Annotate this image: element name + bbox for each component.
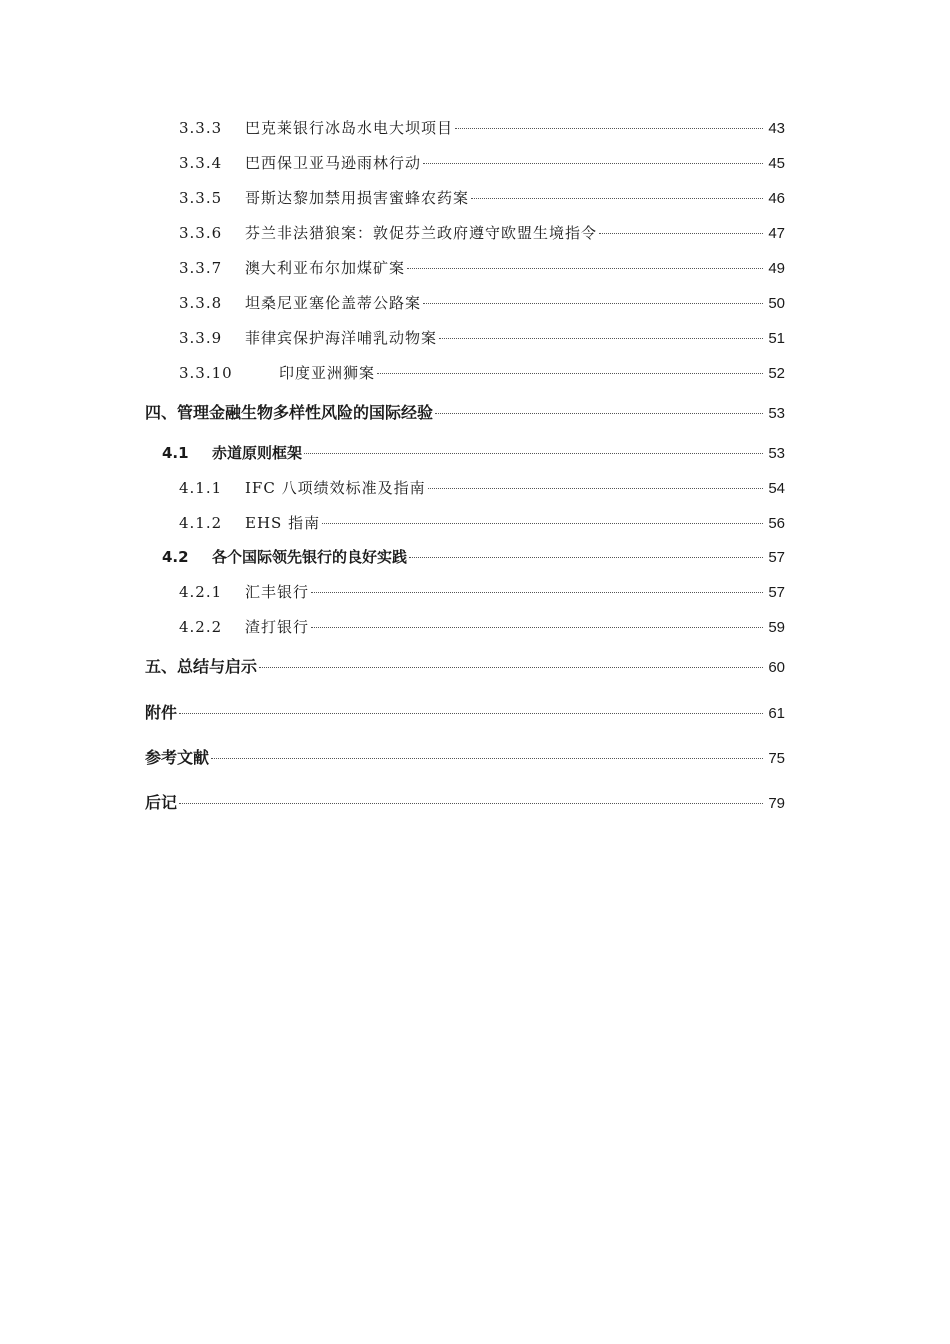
toc-page-number: 57 <box>768 549 785 566</box>
toc-title: 附件 <box>145 703 178 722</box>
toc-page-number: 43 <box>768 120 785 137</box>
toc-page-number: 57 <box>768 584 785 601</box>
toc-leader <box>179 803 763 804</box>
toc-chapter-entry[interactable] <box>145 791 785 815</box>
toc-title: 渣打银行 <box>245 618 310 636</box>
toc-title: IFC 八项绩效标准及指南 <box>245 479 426 497</box>
toc-title: 五、总结与启示 <box>145 657 258 676</box>
toc-chapter-entry[interactable] <box>145 701 785 725</box>
toc-page-number: 45 <box>768 155 785 172</box>
toc-leader <box>377 373 763 374</box>
toc-title: 巴克莱银行冰岛水电大坝项目 <box>245 119 454 137</box>
toc-page-number: 51 <box>768 330 785 347</box>
toc-leader <box>409 557 763 558</box>
toc-number: 3.3.5 <box>179 189 223 207</box>
toc-entry[interactable] <box>179 476 785 500</box>
toc-chapter-entry[interactable] <box>145 746 785 770</box>
toc-page-number: 59 <box>768 619 785 636</box>
toc-leader <box>471 198 763 199</box>
toc-number: 3.3.6 <box>179 224 223 242</box>
toc-number: 3.3.7 <box>179 259 223 277</box>
toc-entry[interactable] <box>179 361 785 385</box>
toc-title: 参考文献 <box>145 748 210 767</box>
toc-title: EHS 指南 <box>245 514 321 532</box>
toc-title: 后记 <box>145 793 178 812</box>
toc-page-number: 56 <box>768 515 785 532</box>
toc-entry[interactable] <box>179 615 785 639</box>
toc-page-number: 52 <box>768 365 785 382</box>
toc-title: 哥斯达黎加禁用损害蜜蜂农药案 <box>245 189 470 207</box>
toc-title: 印度亚洲狮案 <box>279 364 376 382</box>
toc-leader <box>439 338 763 339</box>
toc-leader <box>407 268 763 269</box>
toc-leader <box>304 453 763 454</box>
toc-leader <box>423 303 763 304</box>
toc-section-entry[interactable] <box>162 441 785 465</box>
toc-page-number: 46 <box>768 190 785 207</box>
toc-title: 坦桑尼亚塞伦盖蒂公路案 <box>245 294 422 312</box>
toc-chapter-entry[interactable] <box>145 655 785 679</box>
toc-entry[interactable] <box>179 291 785 315</box>
toc-page-number: 79 <box>768 795 785 812</box>
toc-page-number: 61 <box>768 705 785 722</box>
toc-title: 汇丰银行 <box>245 583 310 601</box>
toc-number: 4.1.2 <box>179 514 223 532</box>
toc-title: 菲律宾保护海洋哺乳动物案 <box>245 329 438 347</box>
toc-entry[interactable] <box>179 580 785 604</box>
toc-leader <box>428 488 763 489</box>
toc-page-number: 53 <box>768 445 785 462</box>
toc-page-number: 75 <box>768 750 785 767</box>
toc-entry[interactable] <box>179 151 785 175</box>
toc-title: 各个国际领先银行的良好实践 <box>212 548 408 566</box>
toc-entry[interactable] <box>179 256 785 280</box>
toc-title: 芬兰非法猎狼案：敦促芬兰政府遵守欧盟生境指令 <box>245 224 598 242</box>
toc-title: 四、管理金融生物多样性风险的国际经验 <box>145 403 434 422</box>
toc-page-number: 49 <box>768 260 785 277</box>
toc-leader <box>311 592 763 593</box>
toc-entry[interactable] <box>179 186 785 210</box>
toc-number: 4.1 <box>162 444 189 462</box>
toc-leader <box>179 713 763 714</box>
toc-title: 赤道原则框架 <box>212 444 303 462</box>
toc-leader <box>259 667 763 668</box>
toc-leader <box>455 128 763 129</box>
toc-page-number: 50 <box>768 295 785 312</box>
toc-leader <box>435 413 763 414</box>
toc-number: 3.3.9 <box>179 329 223 347</box>
toc-page-number: 60 <box>768 659 785 676</box>
toc-leader <box>322 523 763 524</box>
toc-entry[interactable] <box>179 221 785 245</box>
toc-section-entry[interactable] <box>162 545 785 569</box>
toc-page-number: 47 <box>768 225 785 242</box>
toc-number: 3.3.4 <box>179 154 223 172</box>
toc-leader <box>311 627 763 628</box>
toc-page-number: 54 <box>768 480 785 497</box>
toc-page-number: 53 <box>768 405 785 422</box>
toc-title: 巴西保卫亚马逊雨林行动 <box>245 154 422 172</box>
toc-chapter-entry[interactable] <box>145 401 785 425</box>
toc-title: 澳大利亚布尔加煤矿案 <box>245 259 406 277</box>
toc-number: 4.2.2 <box>179 618 223 636</box>
toc-number: 3.3.8 <box>179 294 223 312</box>
toc-entry[interactable] <box>179 326 785 350</box>
toc-leader <box>599 233 763 234</box>
toc-number: 3.3.10 <box>179 364 233 382</box>
toc-number: 4.1.1 <box>179 479 223 497</box>
toc-leader <box>423 163 763 164</box>
toc-number: 3.3.3 <box>179 119 223 137</box>
toc-entry[interactable] <box>179 116 785 140</box>
toc-number: 4.2.1 <box>179 583 223 601</box>
toc-number: 4.2 <box>162 548 189 566</box>
toc-entry[interactable] <box>179 511 785 535</box>
toc-leader <box>211 758 763 759</box>
